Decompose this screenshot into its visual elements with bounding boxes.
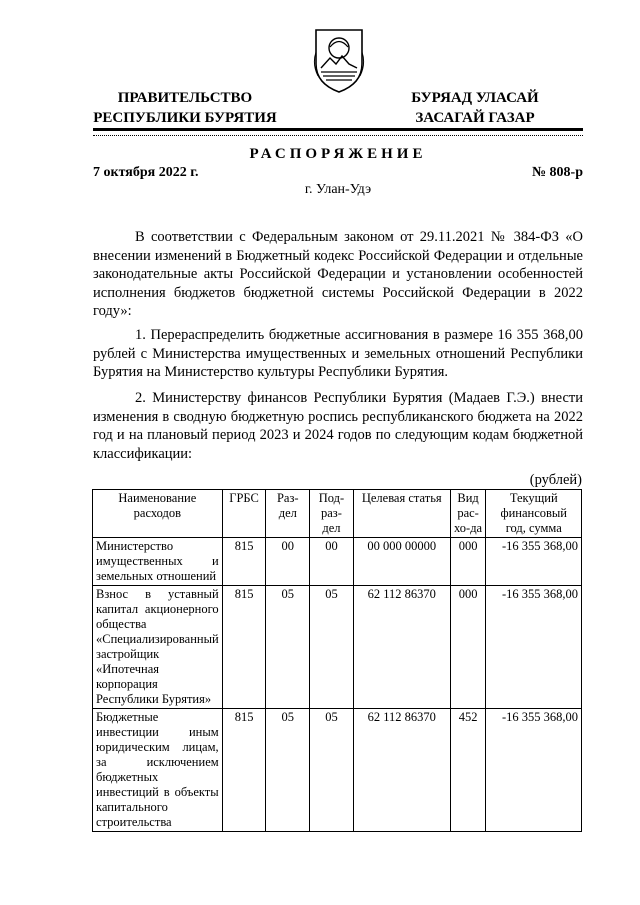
cell-section: 05 <box>266 586 310 709</box>
cell-section: 00 <box>266 538 310 586</box>
budget-classification-table <box>92 489 582 832</box>
document-title: РАСПОРЯЖЕНИЕ <box>249 146 427 162</box>
coat-of-arms-icon <box>312 24 366 94</box>
header-section: Раз-дел <box>266 490 310 538</box>
cell-name: Бюджетные инвестиции иным юридическим лицам, за исключением бюджетных инвестиций в объекты капитального строительства <box>93 709 223 832</box>
org-right-line1: БУРЯАД УЛАСАЙ <box>411 90 539 106</box>
header-expense-type: Вид рас-хо-да <box>450 490 486 538</box>
org-name-buryat <box>385 88 565 128</box>
cell-amount: -16 355 368,00 <box>486 538 582 586</box>
cell-subsection: 05 <box>310 586 354 709</box>
cell-section: 05 <box>266 709 310 832</box>
cell-grbs: 815 <box>222 586 266 709</box>
clause-2-paragraph: 2. Министерству финансов Республики Бурятия (Мадаев Г.Э.) внести изменения в сводную бюджетную роспись республиканского бюджета на 2022 год и на плановый период 2023 и 2024 годов по следующим кодам бюджетной классификации: <box>93 390 583 462</box>
cell-name: Взнос в уставный капитал акционерного общества «Специализированный застройщик «Ипотечная корпорация Республики Бурятия» <box>93 586 223 709</box>
header-dotted-rule <box>93 135 583 136</box>
header-target-article: Целевая статья <box>353 490 450 538</box>
cell-target-article: 62 112 86370 <box>353 709 450 832</box>
table-row <box>93 538 582 586</box>
table-row <box>93 709 582 832</box>
cell-target-article: 62 112 86370 <box>353 586 450 709</box>
preamble-paragraph: В соответствии с Федеральным законом от 29.11.2021 № 384-ФЗ «О внесении изменений в Бюджетный кодекс Российской Федерации и отдельные законодательные акты Российской Федерации и установлении особенностей исполнения бюджетов бюджетной системы Российской Федерации в 2022 году»: <box>93 229 583 319</box>
header-name: Наименование расходов <box>93 490 223 538</box>
header-rule <box>93 128 583 131</box>
header-grbs: ГРБС <box>222 490 266 538</box>
cell-grbs: 815 <box>222 538 266 586</box>
header-subsection: Под-раз-дел <box>310 490 354 538</box>
cell-amount: -16 355 368,00 <box>486 586 582 709</box>
cell-subsection: 05 <box>310 709 354 832</box>
org-right-line2: ЗАСАГАЙ ГАЗАР <box>415 110 535 126</box>
cell-amount: -16 355 368,00 <box>486 709 582 832</box>
cell-name: Министерство имущественных и земельных отношений <box>93 538 223 586</box>
cell-expense-type: 000 <box>450 538 486 586</box>
document-city: г. Улан-Удэ <box>304 182 372 197</box>
cell-subsection: 00 <box>310 538 354 586</box>
currency-unit-label: (рублей) <box>529 472 582 488</box>
org-left-line2: РЕСПУБЛИКИ БУРЯТИЯ <box>93 110 277 126</box>
header-amount: Текущий финансовый год, сумма <box>486 490 582 538</box>
cell-expense-type: 000 <box>450 586 486 709</box>
org-left-line1: ПРАВИТЕЛЬСТВО <box>117 90 253 106</box>
clause-1-paragraph: 1. Перераспределить бюджетные ассигнования в размере 16 355 368,00 рублей с Министерства имущественных и земельных отношений Республики Бурятия на Министерство культуры Республики Бурятия. <box>93 327 583 380</box>
cell-target-article: 00 000 00000 <box>353 538 450 586</box>
cell-expense-type: 452 <box>450 709 486 832</box>
cell-grbs: 815 <box>222 709 266 832</box>
org-name-russian <box>80 88 290 128</box>
table-row <box>93 586 582 709</box>
document-number: № 808-р <box>531 165 583 180</box>
document-date: 7 октября 2022 г. <box>93 165 199 180</box>
table-header-row <box>93 490 582 538</box>
